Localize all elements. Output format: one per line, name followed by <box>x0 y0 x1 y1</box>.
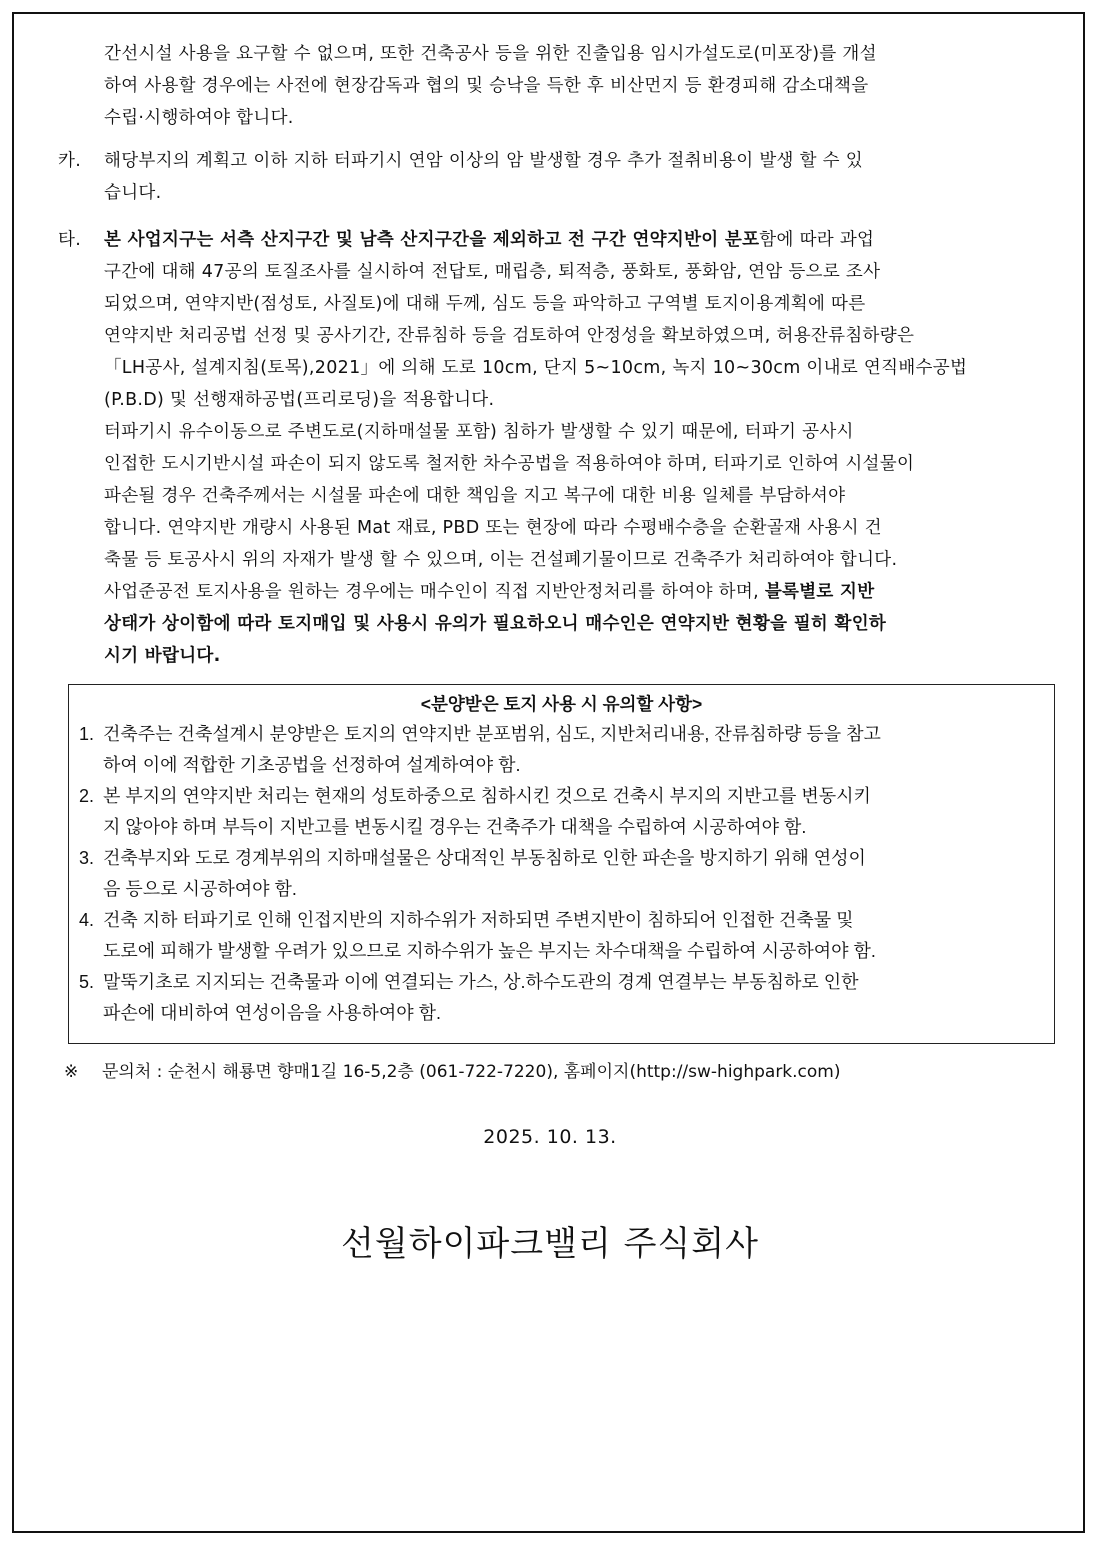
item-ka-line: 해당부지의 계획고 이하 지하 터파기시 연암 이상의 암 발생할 경우 추가 절취비용이 발생 할 수 있 <box>104 151 863 171</box>
caution-item-number: 5. <box>79 972 95 992</box>
item-ta-line: 인접한 도시기반시설 파손이 되지 않도록 철저한 차수공법을 적용하여야 하며, 터파기로 인하여 시설물이 <box>104 454 915 474</box>
item-ta-line: 시기 바랍니다. <box>104 646 221 666</box>
item-ta-line-b <box>104 576 1058 608</box>
item-marker: 타. <box>58 230 82 250</box>
item-ta-line: 파손될 경우 건축주께서는 시설물 파손에 대한 책임을 지고 복구에 대한 비용 일체를 부담하셔야 <box>104 486 846 506</box>
document-date: 2025. 10. 13. <box>483 1126 617 1148</box>
caution-item-line: 도로에 피해가 발생할 우려가 있으므로 지하수위가 높은 부지는 차수대책을 수립하여 시공하여야 함. <box>103 941 876 961</box>
caution-item <box>69 905 1054 967</box>
item-ta-line: 연약지반 처리공법 선정 및 공사기간, 잔류침하 등을 검토하여 안정성을 확보하였으며, 허용잔류침하량은 <box>104 326 915 346</box>
item-ta-line: 구간에 대해 47공의 토질조사를 실시하여 전답토, 매립층, 퇴적층, 풍화토, 풍화암, 연암 등으로 조사 <box>104 262 881 282</box>
item-marker: 카. <box>58 151 82 171</box>
intro-line: 간선시설 사용을 요구할 수 없으며, 또한 건축공사 등을 위한 진출입용 임시가설도로(미포장)를 개설 <box>104 44 877 64</box>
caution-item-number: 3. <box>79 848 95 868</box>
caution-box <box>68 684 1055 1044</box>
caution-item <box>69 843 1054 905</box>
item-ta-line: 합니다. 연약지반 개량시 사용된 Mat 재료, PBD 또는 현장에 따라 수평배수층을 순환골재 사용시 건 <box>104 518 882 538</box>
item-ta <box>58 224 1058 672</box>
caution-item-line: 건축부지와 도로 경계부위의 지하매설물은 상대적인 부동침하로 인한 파손을 방지하기 위해 연성이 <box>103 848 866 868</box>
caution-item-line: 하여 이에 적합한 기초공법을 선정하여 설계하여야 함. <box>103 755 521 775</box>
item-ta-line-1 <box>104 224 1058 256</box>
caution-item <box>69 719 1054 781</box>
contact-info <box>64 1058 841 1086</box>
caution-item-line: 파손에 대비하여 연성이음을 사용하여야 함. <box>103 1003 441 1023</box>
caution-item-line: 음 등으로 시공하여야 함. <box>103 879 297 899</box>
emphasis-text: 본 사업지구는 서측 산지구간 및 남측 산지구간을 제외하고 전 구간 연약지반이 분포 <box>104 230 760 250</box>
contact-text: 문의처 : 순천시 해룡면 향매1길 16-5,2층 (061-722-7220), 홈페이지(http://sw-highpark.com) <box>102 1062 841 1082</box>
caution-item-number: 2. <box>79 786 95 806</box>
intro-line: 수립·시행하여야 합니다. <box>104 108 294 128</box>
caution-item <box>69 967 1054 1029</box>
emphasis-text: 블록별로 지반 <box>764 582 875 602</box>
company-name: 선월하이파크밸리 주식회사 <box>341 1224 759 1264</box>
caution-title: <분양받은 토지 사용 시 유의할 사항> <box>420 694 703 714</box>
caution-item-line: 건축 지하 터파기로 인해 인접지반의 지하수위가 저하되면 주변지반이 침하되어 인접한 건축물 및 <box>103 910 854 930</box>
item-ta-line: 터파기시 유수이동으로 주변도로(지하매설물 포함) 침하가 발생할 수 있기 때문에, 터파기 공사시 <box>104 422 854 442</box>
plain-text: 함에 따라 과업 <box>759 230 875 250</box>
item-ta-line: 축물 등 토공사시 위의 자재가 발생 할 수 있으며, 이는 건설폐기물이므로 건축주가 처리하여야 합니다. <box>104 550 898 570</box>
caution-item-line: 말뚝기초로 지지되는 건축물과 이에 연결되는 가스, 상.하수도관의 경계 연결부는 부동침하로 인한 <box>103 972 859 992</box>
item-ta-line: 상태가 상이함에 따라 토지매입 및 사용시 유의가 필요하오니 매수인은 연약지반 현황을 필히 확인하 <box>104 614 887 634</box>
item-ka <box>58 145 1058 209</box>
reference-mark: ※ <box>64 1062 79 1082</box>
intro-paragraph <box>58 38 1058 134</box>
caution-item-number: 1. <box>79 724 95 744</box>
intro-line: 하여 사용할 경우에는 사전에 현장감독과 협의 및 승낙을 득한 후 비산먼지 등 환경피해 감소대책을 <box>104 76 869 96</box>
item-ta-line: 되었으며, 연약지반(점성토, 사질토)에 대해 두께, 심도 등을 파악하고 구역별 토지이용계획에 따른 <box>104 294 866 314</box>
caution-item-line: 본 부지의 연약지반 처리는 현재의 성토하중으로 침하시킨 것으로 건축시 부지의 지반고를 변동시키 <box>103 786 871 806</box>
plain-text: 사업준공전 토지사용을 원하는 경우에는 매수인이 직접 지반안정처리를 하여야 하며, <box>104 582 765 602</box>
item-ka-line: 습니다. <box>104 183 162 203</box>
caution-item-line: 건축주는 건축설계시 분양받은 토지의 연약지반 분포범위, 심도, 지반처리내용, 잔류침하량 등을 참고 <box>103 724 881 744</box>
caution-item <box>69 781 1054 843</box>
item-ta-line: 「LH공사, 설계지침(토목),2021」에 의해 도로 10cm, 단지 5~10cm, 녹지 10~30cm 이내로 연직배수공법 <box>104 358 968 378</box>
caution-item-number: 4. <box>79 910 95 930</box>
caution-item-line: 지 않아야 하며 부득이 지반고를 변동시킬 경우는 건축주가 대책을 수립하여 시공하여야 함. <box>103 817 807 837</box>
item-ta-line: (P.B.D) 및 선행재하공법(프리로딩)을 적용합니다. <box>104 390 495 410</box>
